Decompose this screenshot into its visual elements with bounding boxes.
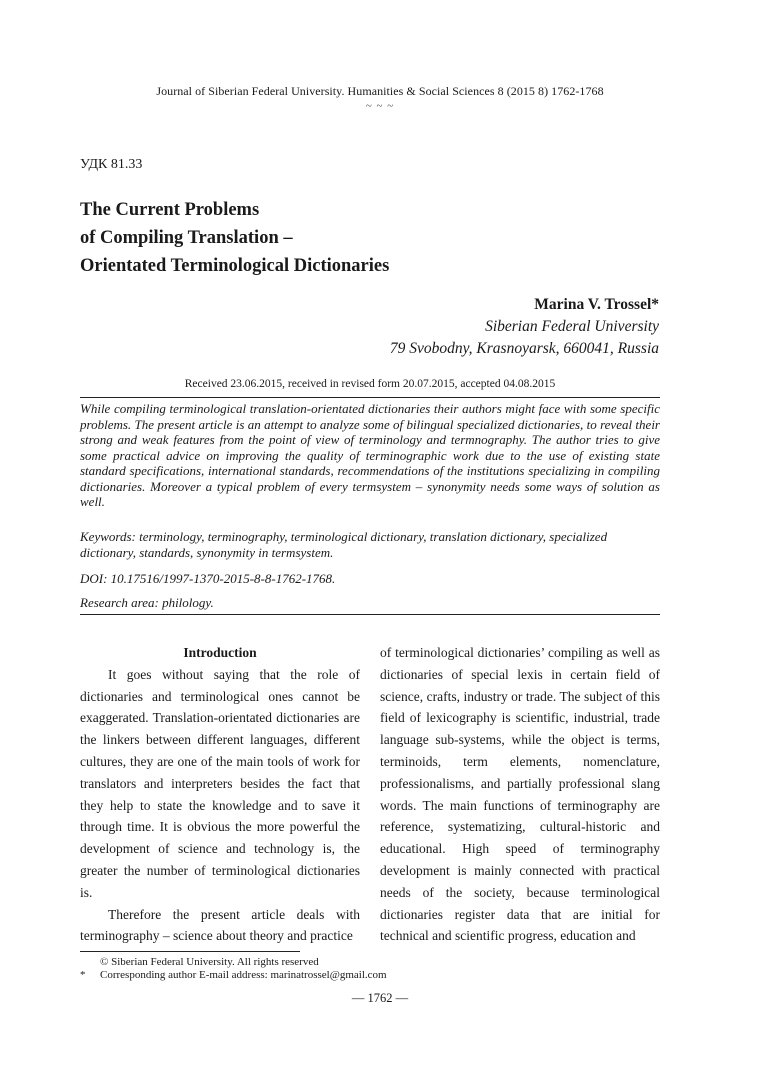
paragraph: It goes without saying that the role of dictionaries and terminological ones cannot be exaggerated. Translation-orientated dictionaries are the linkers between different languages, different cultures, they are one of the main tools of work for translators and interpreters besides the fact that they help to state the knowledge and to save it through time. It is obvious the more powerful the development of science and technology is, the greater the number of terminological dictionaries is.	[80, 666, 360, 900]
footnote-rule	[80, 951, 300, 952]
paragraph: of terminological dictionaries’ compiling as well as dictionaries of special lexis in certain field of science, crafts, industry or trade. The subject of this field of lexicography is scientific, industrial, trade language sub-systems, while the object is terms, terminoids, term elements, nomenclature, professionalisms, and partially professional slang words. The main functions of terminography are reference, systematizing, cultural-historic and educational. High speed of terminography development is mainly connected with practical needs of the society, because terminological dictionaries register data that are initial for technical and scientific progress, education and	[380, 645, 660, 944]
keywords: Keywords: terminology, terminography, terminological dictionary, translation dictionary, specialized dictionary, standards, synonymity in termsystem.	[80, 529, 608, 560]
body-column-left	[80, 642, 360, 947]
abstract-top-rule	[80, 397, 660, 398]
received-dates: Received 23.06.2015, received in revised form 20.07.2015, accepted 04.08.2015	[184, 378, 556, 390]
body-column-right	[380, 642, 660, 947]
copyright-text: © Siberian Federal University. All rights reserved	[100, 956, 319, 968]
article-title-line-3: Orientated Terminological Dictionaries	[80, 256, 390, 276]
author-address: 79 Svobodny, Krasnoyarsk, 660041, Russia	[389, 340, 659, 357]
asterisk-mark: *	[80, 969, 86, 981]
doi: DOI: 10.17516/1997-1370-2015-8-8-1762-1768.	[80, 571, 336, 586]
footnote-corresponding-author	[80, 968, 387, 982]
corresponding-email-text: Corresponding author E-mail address: marinatrossel@gmail.com	[100, 969, 387, 981]
article-title-line-2: of Compiling Translation –	[80, 228, 293, 248]
abstract	[80, 401, 660, 510]
header-separator: ~ ~ ~	[365, 100, 395, 112]
author-affiliation: Siberian Federal University	[485, 318, 659, 335]
author-name: Marina V. Trossel*	[534, 296, 659, 313]
section-heading-introduction: Introduction	[183, 645, 257, 660]
paragraph: Therefore the present article deals with terminography – science about theory and practice	[80, 906, 360, 944]
journal-header: Journal of Siberian Federal University. Humanities & Social Sciences 8 (2015 8) 1762-1768	[156, 84, 604, 98]
article-title-line-1: The Current Problems	[80, 200, 260, 220]
footnote-copyright	[80, 955, 319, 969]
research-area: Research area: philology.	[80, 595, 214, 610]
udk-code: УДК 81.33	[80, 157, 143, 172]
abstract-bottom-rule	[80, 614, 660, 615]
page-number: — 1762 —	[351, 991, 409, 1005]
abstract-text: While compiling terminological translation-orientated dictionaries their authors might face with some specific problems. The present article is an attempt to analyze some of bilingual specialized dictionaries, to reveal their strong and weak features from the point of view of terminology and termnography. The author tries to give some practical advice on improving the quality of terminographic work due to the use of existing state standard specifications, international standards, recommendations of the institutions specializing in compiling dictionaries. Moreover a typical problem of every termsystem – synonymity needs some ways of solution as well.	[80, 401, 660, 509]
